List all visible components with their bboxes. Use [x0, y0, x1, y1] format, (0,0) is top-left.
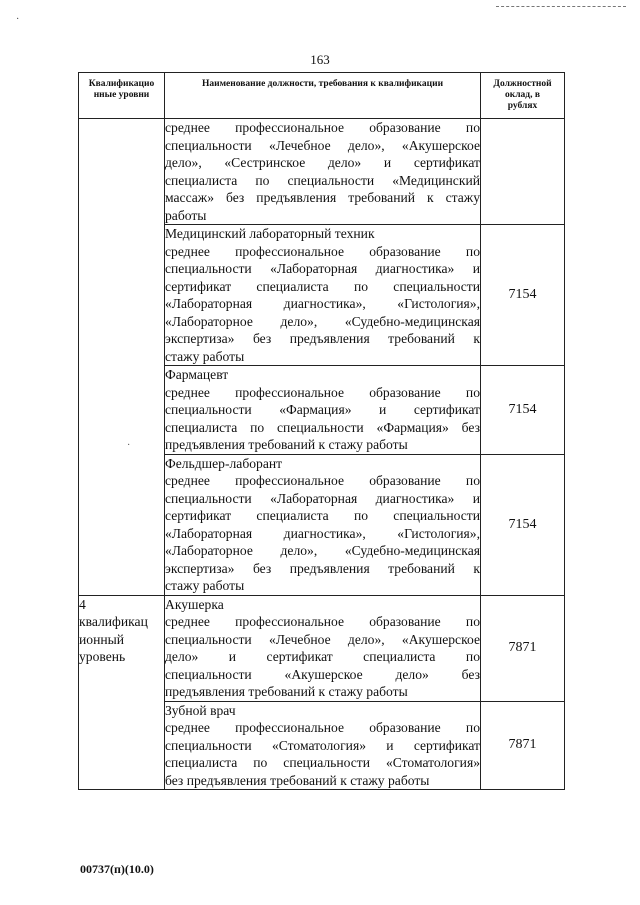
position-description-cell: [165, 701, 481, 790]
description-line: «Лабораторное дело», «Судебно-медицинская: [165, 313, 480, 329]
salary-cell: 7154: [481, 366, 565, 455]
header-position-name: [165, 73, 481, 119]
scan-speck: ·: [16, 14, 20, 25]
level-text-line: ионный: [79, 631, 125, 647]
position-description-cell: [165, 119, 481, 225]
description-line: стажу работы: [165, 348, 245, 364]
document-footer-code: 00737(п)(10.0): [80, 862, 154, 876]
page-number: 163: [310, 52, 330, 67]
position-description-cell: [165, 595, 481, 701]
description-line: среднее профессиональное образование по: [165, 384, 480, 400]
salary-cell: 7154: [481, 225, 565, 366]
scan-edge-mark: [496, 6, 626, 7]
level-text-line: квалификац: [79, 614, 148, 629]
description-line: специальности «Лабораторная диагностика» и: [165, 261, 480, 276]
header-salary: [481, 73, 565, 119]
position-title: Зубной врач: [165, 702, 236, 718]
description-line: «Лабораторная диагностика», «Гистология»,: [165, 296, 480, 311]
salary-cell: 7154: [481, 454, 565, 595]
description-line: специальности «Лечебное дело», «Акушерское: [165, 137, 480, 153]
description-line: «Лабораторное дело», «Судебно-медицинская: [165, 543, 480, 558]
description-line: предъявления требований к стажу работы: [165, 437, 408, 452]
description-line: специальности «Лабораторная диагностика» и: [165, 490, 480, 506]
header-text-line: Должностной: [493, 79, 552, 89]
description-line: специальности «Акушерское дело» без: [165, 666, 480, 682]
description-line: массаж» без предъявления требований к стажу: [165, 190, 480, 205]
header-text-line: оклад, в: [505, 90, 540, 100]
table-header-row: [79, 73, 565, 119]
description-line: без предъявления требований к стажу работы: [165, 772, 430, 788]
description-line: дело» и сертификат специалиста по: [165, 649, 480, 664]
level-text-line: 4: [79, 596, 86, 612]
description-line: специальности «Стоматология» и сертификат: [165, 737, 480, 753]
description-line: среднее профессиональное образование по: [165, 243, 480, 259]
position-description-cell: [165, 366, 481, 455]
description-line: стажу работы: [165, 578, 245, 593]
level-text-line: уровень: [79, 649, 126, 664]
position-description-cell: [165, 225, 481, 366]
table-body: [79, 119, 565, 790]
qualification-level-cell: [79, 595, 165, 790]
header-qualification-levels: [79, 73, 165, 119]
scan-speck: ·: [127, 440, 131, 451]
qualification-table: [78, 72, 565, 790]
description-line: среднее профессиональное образование по: [165, 614, 480, 629]
description-line: сертификат специалиста по специальности: [165, 278, 480, 294]
position-title: Фельдшер-лаборант: [165, 455, 283, 471]
table-row: [79, 119, 565, 225]
description-line: среднее профессиональное образование по: [165, 473, 480, 488]
description-line: сертификат специалиста по специальности: [165, 508, 480, 523]
description-line: «Лабораторная диагностика», «Гистология»,: [165, 525, 480, 541]
header-text-line: Наименование должности, требования к квалификации: [201, 79, 444, 89]
description-line: экспертиза» без предъявления требований к: [165, 560, 480, 576]
description-line: специалиста по специальности «Медицинский: [165, 172, 480, 188]
header-text-line: нные уровни: [93, 90, 150, 100]
description-line: работы: [165, 207, 207, 223]
position-title: Акушерка: [165, 596, 224, 612]
salary-cell: 7871: [481, 701, 565, 790]
salary-cell: [481, 119, 565, 225]
description-line: специальности «Лечебное дело», «Акушерское: [165, 631, 480, 647]
table-row: [79, 595, 565, 701]
position-title: Медицинский лабораторный техник: [165, 226, 375, 241]
salary-cell: 7871: [481, 595, 565, 701]
description-line: предъявления требований к стажу работы: [165, 684, 408, 699]
position-title: Фармацевт: [165, 367, 229, 382]
header-text-line: Квалификацио: [88, 79, 155, 89]
header-text-line: рублях: [507, 101, 538, 111]
description-line: среднее профессиональное образование по: [165, 120, 480, 135]
description-line: экспертиза» без предъявления требований к: [165, 331, 480, 346]
description-line: специалиста по специальности «Фармация» без: [165, 419, 480, 435]
description-line: специальности «Фармация» и сертификат: [165, 402, 480, 417]
qualification-level-cell: [79, 119, 165, 596]
description-line: дело», «Сестринское дело» и сертификат: [165, 155, 480, 170]
position-description-cell: [165, 454, 481, 595]
description-line: специалиста по специальности «Стоматология»: [165, 755, 480, 770]
description-line: среднее профессиональное образование по: [165, 720, 480, 735]
